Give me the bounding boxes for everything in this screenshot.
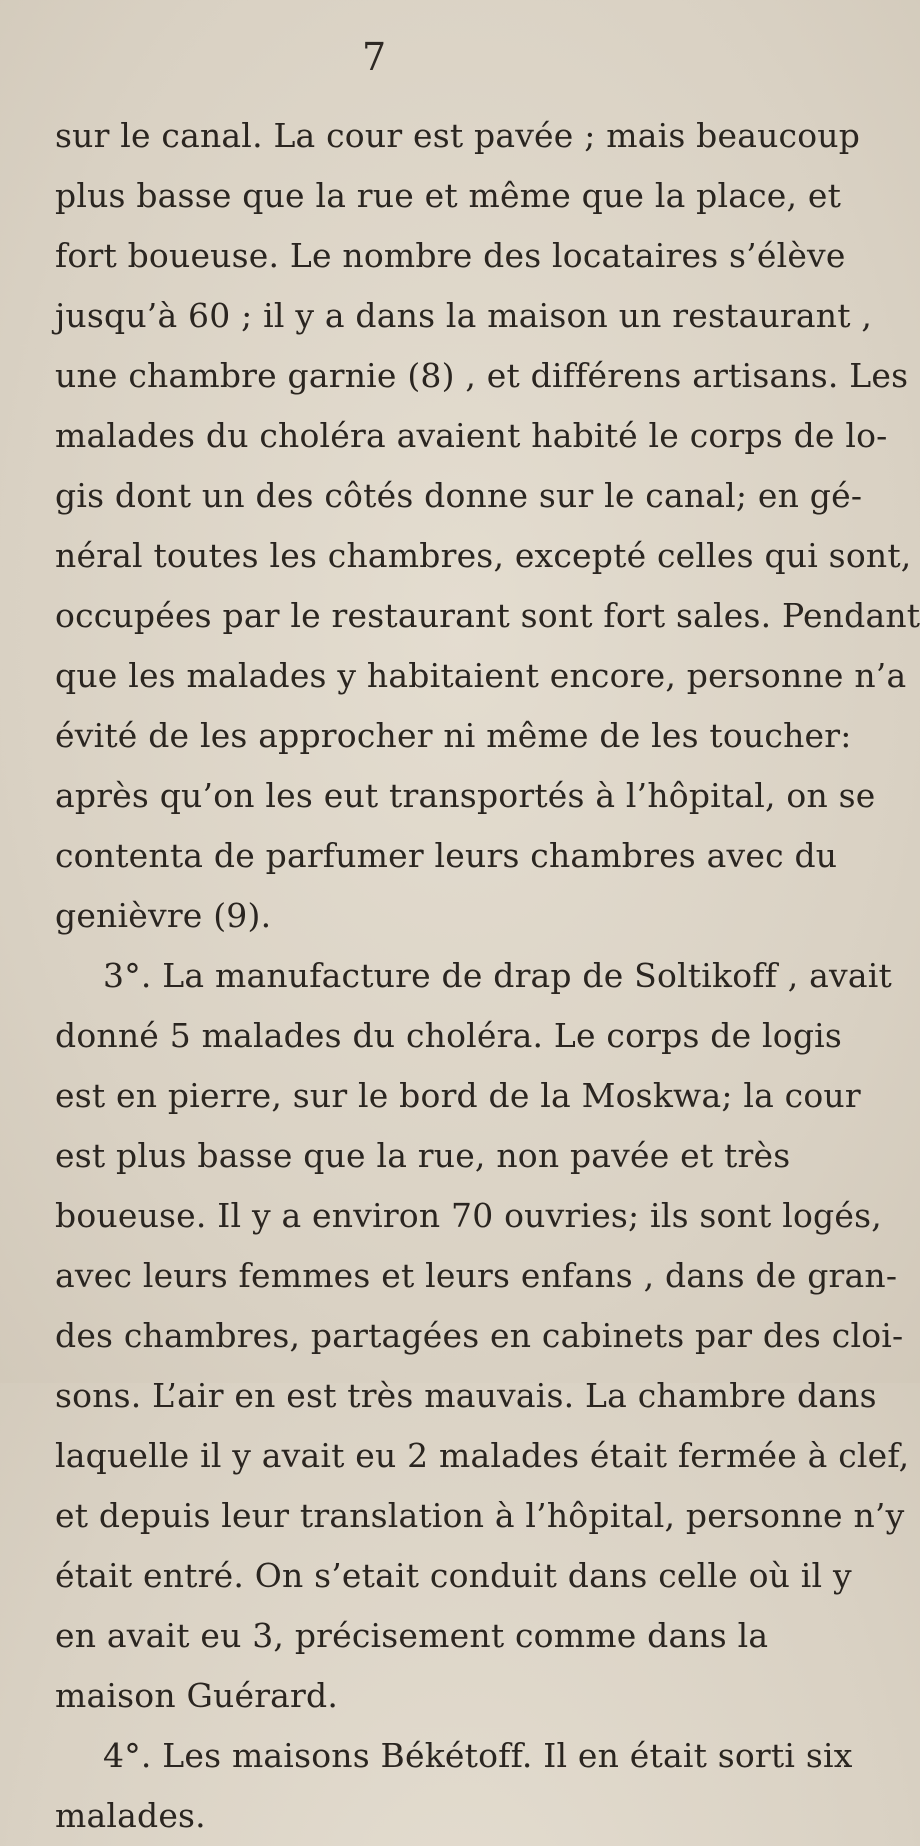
text-line: malades.	[55, 1796, 206, 1835]
text-line: donné 5 malades du choléra. Le corps de logis	[55, 1016, 843, 1055]
text-line: après qu’on les eut transportés à l’hôpital, on se	[55, 776, 876, 815]
text-line: des chambres, partagées en cabinets par des cloi-	[55, 1316, 904, 1355]
text-line: malades du choléra avaient habité le corps de lo-	[55, 416, 888, 455]
text-line: 4°. Les maisons Békétoff. Il en était sorti six	[103, 1736, 853, 1775]
text-line: avec leurs femmes et leurs enfans , dans de gran-	[55, 1256, 898, 1295]
text-line: 3°. La manufacture de drap de Soltikoff , avait	[103, 956, 892, 995]
text-line: sons. L’air en est très mauvais. La chambre dans	[55, 1376, 877, 1415]
text-line: jusqu’à 60 ; il y a dans la maison un restaurant ,	[55, 296, 873, 335]
text-line: néral toutes les chambres, excepté celles qui sont,	[55, 536, 912, 575]
text-line: évité de les approcher ni même de les toucher:	[55, 716, 852, 755]
text-line: en avait eu 3, précisement comme dans la	[55, 1616, 769, 1655]
text-line: gis dont un des côtés donne sur le canal; en gé-	[55, 476, 863, 515]
text-line: genièvre (9).	[55, 896, 272, 935]
text-line: est plus basse que la rue, non pavée et très	[55, 1136, 791, 1175]
text-line: contenta de parfumer leurs chambres avec du	[55, 836, 838, 875]
text-line: une chambre garnie (8) , et différens artisans. Les	[55, 356, 909, 395]
text-line: plus basse que la rue et même que la place, et	[55, 176, 842, 215]
text-line: boueuse. Il y a environ 70 ouvries; ils sont logés,	[55, 1196, 882, 1235]
text-line: et depuis leur translation à l’hôpital, personne n’y	[55, 1496, 905, 1535]
text-line: laquelle il y avait eu 2 malades était fermée à clef,	[55, 1436, 910, 1475]
text-line: fort boueuse. Le nombre des locataires s’élève	[55, 236, 846, 275]
page-text-body	[55, 106, 920, 1846]
text-line: que les malades y habitaient encore, personne n’a	[55, 656, 907, 695]
text-line: était entré. On s’etait conduit dans celle où il y	[55, 1556, 852, 1595]
text-line: est en pierre, sur le bord de la Moskwa; la cour	[55, 1076, 861, 1115]
text-line: occupées par le restaurant sont fort sales. Pendant	[55, 596, 920, 635]
text-line: sur le canal. La cour est pavée ; mais beaucoup	[55, 116, 861, 155]
text-line: maison Guérard.	[55, 1676, 339, 1715]
page-number: 7	[362, 35, 387, 79]
